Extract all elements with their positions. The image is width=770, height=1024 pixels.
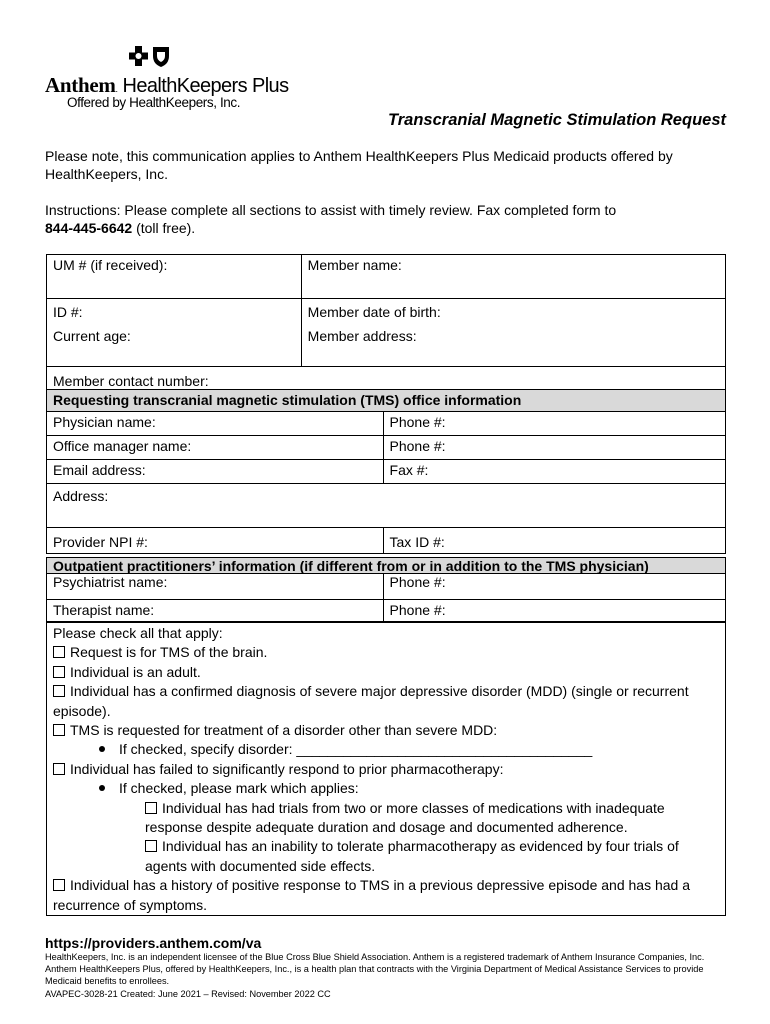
- psychiatrist-label: Psychiatrist name:: [53, 574, 168, 590]
- bullet-icon: [99, 746, 105, 752]
- checkbox[interactable]: [53, 879, 65, 891]
- checklist-item-prior-tms[interactable]: [53, 876, 719, 915]
- physician-label: Physician name:: [53, 414, 156, 430]
- member-name-label: Member name:: [307, 257, 402, 273]
- checklist-item-label: Individual has failed to significantly respond to prior pharmacotherapy:: [70, 760, 504, 777]
- pharmacotherapy-option-trials[interactable]: [53, 799, 710, 838]
- physician-field[interactable]: [47, 412, 384, 436]
- pharmacotherapy-option-intolerance[interactable]: [53, 837, 710, 876]
- bullet-icon: [99, 785, 105, 791]
- physician-phone-field[interactable]: [383, 412, 725, 436]
- other-disorder-specify[interactable]: [53, 740, 719, 759]
- office-section-header: Requesting transcranial magnetic stimulation (TMS) office information: [47, 390, 726, 412]
- um-label: UM # (if received):: [53, 257, 168, 273]
- phone-label: Phone #:: [389, 438, 446, 454]
- checklist-item-label: TMS is requested for treatment of a disorder other than severe MDD:: [70, 722, 498, 739]
- npi-field[interactable]: [47, 528, 384, 554]
- specify-label: If checked, specify disorder: ______________________________________: [119, 741, 593, 758]
- checkbox[interactable]: [145, 840, 157, 852]
- checkbox[interactable]: [53, 666, 65, 678]
- checklist-item-label: Individual is an adult.: [70, 663, 201, 680]
- checklist-item-tms-brain[interactable]: [53, 643, 719, 662]
- option-label: Individual has had trials from two or more classes of medications with inadequate response despite adequate duration and dosage and documented adherence.: [145, 799, 665, 836]
- office-manager-field[interactable]: [47, 436, 384, 460]
- age-label: Current age:: [53, 328, 131, 344]
- fax-number: 844-445-6642: [45, 220, 133, 236]
- fax-label: Fax #:: [389, 462, 429, 478]
- outpatient-section-header: Outpatient practitioners’ information (if different from or in addition to the TMS physician): [47, 558, 726, 574]
- footer-url[interactable]: https://providers.anthem.com/va: [45, 935, 262, 951]
- id-age-field[interactable]: [47, 299, 302, 367]
- therapist-label: Therapist name:: [53, 602, 155, 618]
- member-info-table: [46, 254, 726, 393]
- taxid-field[interactable]: [383, 528, 725, 554]
- taxid-label: Tax ID #:: [389, 534, 445, 550]
- office-address-field[interactable]: [47, 484, 726, 528]
- email-label: Email address:: [53, 462, 146, 478]
- footer-disclaimer: HealthKeepers, Inc. is an independent licensee of the Blue Cross Blue Shield Association. Anthem is a registered trademark of Anthem Insurance Companies, Inc. Anthem HealthKeepers Plus, offered by HealthKeepers, Inc., is a health plan that contracts with the Virginia Department of Medical Assistance Services to provide Medicaid benefits to enrollees.: [45, 952, 705, 986]
- phone-label: Phone #:: [389, 414, 446, 430]
- um-field[interactable]: [47, 255, 302, 299]
- phone-label: Phone #:: [389, 574, 446, 590]
- logo-offered-by: Offered by HealthKeepers, Inc.: [67, 95, 241, 110]
- dob-address-field[interactable]: [301, 299, 725, 367]
- checklist-item-label: Individual has a confirmed diagnosis of severe major depressive disorder (MDD) (single or recurrent episode).: [53, 683, 689, 719]
- therapist-field[interactable]: [47, 600, 384, 622]
- checklist-item-label: Request is for TMS of the brain.: [70, 644, 268, 661]
- checkbox[interactable]: [53, 724, 65, 736]
- psychiatrist-field[interactable]: [47, 574, 384, 600]
- id-label: ID #:: [53, 304, 83, 320]
- psychiatrist-phone-field[interactable]: [383, 574, 725, 600]
- npi-label: Provider NPI #:: [53, 534, 148, 550]
- checkbox[interactable]: [145, 802, 157, 814]
- checklist-item-mdd[interactable]: [53, 682, 719, 721]
- dob-label: Member date of birth:: [307, 304, 441, 320]
- checkbox[interactable]: [53, 685, 65, 697]
- email-field[interactable]: [47, 460, 384, 484]
- checkbox[interactable]: [53, 646, 65, 658]
- logo-brand: Anthem: [45, 73, 116, 97]
- pharmacotherapy-subhead: [53, 779, 719, 798]
- toll-free-text: (toll free).: [132, 220, 196, 236]
- member-address-label: Member address:: [307, 328, 417, 344]
- criteria-checklist: [46, 622, 726, 916]
- office-phone-field[interactable]: [383, 436, 725, 460]
- contact-label: Member contact number:: [53, 373, 209, 389]
- bcbs-logo: [129, 46, 173, 68]
- checkbox[interactable]: [53, 763, 65, 775]
- intro-instructions: [45, 201, 725, 237]
- checklist-intro: Please check all that apply:: [53, 625, 223, 641]
- instructions-text: Instructions: Please complete all sections to assist with timely review. Fax completed form to: [45, 202, 617, 218]
- member-name-field[interactable]: [301, 255, 725, 299]
- fax-field[interactable]: [383, 460, 725, 484]
- subhead-label: If checked, please mark which applies:: [119, 780, 359, 797]
- checklist-item-adult[interactable]: [53, 663, 719, 682]
- logo-brand-line: Anthem. HealthKeepers Plus: [45, 73, 289, 97]
- office-address-label: Address:: [53, 488, 109, 504]
- checklist-item-label: Individual has a history of positive response to TMS in a previous depressive episode and has had a recurrence of symptoms.: [53, 877, 690, 913]
- therapist-phone-field[interactable]: [383, 600, 725, 622]
- checklist-item-failed-pharmacotherapy[interactable]: [53, 760, 719, 779]
- outpatient-info-table: [46, 557, 726, 622]
- page-title: Transcranial Magnetic Stimulation Request: [387, 111, 726, 129]
- cross-shield-icon: [129, 46, 173, 68]
- phone-label: Phone #:: [389, 602, 446, 618]
- option-label: Individual has an inability to tolerate pharmacotherapy as evidenced by four trials of agents with documented side effects.: [145, 838, 679, 874]
- office-manager-label: Office manager name:: [53, 438, 192, 454]
- office-info-table: [46, 389, 726, 554]
- form-id: AVAPEC-3028-21 Created: June 2021 – Revised: November 2022 CC: [45, 989, 331, 999]
- logo-product: HealthKeepers Plus: [122, 75, 289, 97]
- checklist-item-other-disorder[interactable]: [53, 721, 719, 740]
- intro-note: Please note, this communication applies to Anthem HealthKeepers Plus Medicaid products offered by HealthKeepers, Inc.: [45, 148, 673, 182]
